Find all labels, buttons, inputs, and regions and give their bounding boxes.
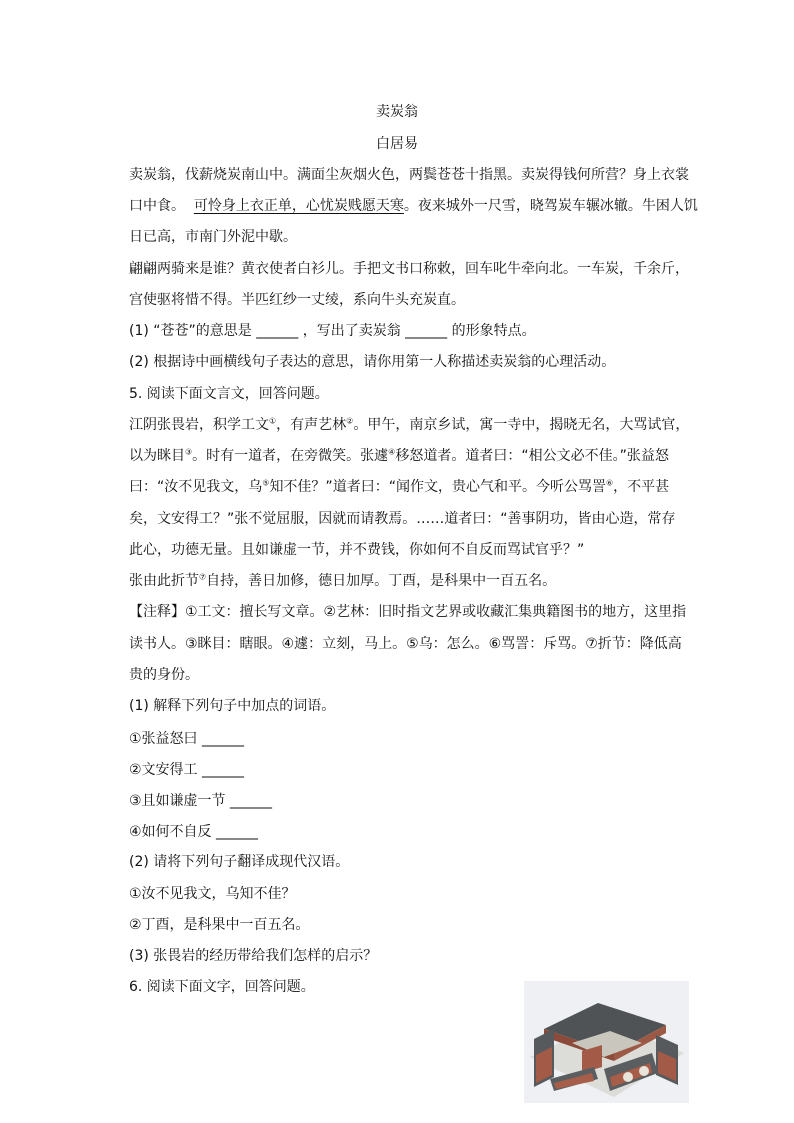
footnote-marker: ⑤: [262, 478, 270, 488]
question-5-1: (1) 解释下列句子中加点的词语。: [129, 698, 336, 714]
courtyard-house-image: [524, 981, 689, 1103]
question-5-3: (3) 张畏岩的经历带给我们怎样的启示？: [129, 948, 378, 964]
poem-line: 口中食。 可怜身上衣正单，心忧炭贱愿天寒。夜来城外一尺雪，晓驾炭车辗冰辙。牛困人饥: [129, 198, 698, 214]
answer-blank[interactable]: ______: [216, 824, 259, 840]
poem-line: 日已高，市南门外泥中歇。: [129, 229, 297, 245]
footnote-marker: ③: [185, 447, 193, 457]
passage-line: 矣，文安得工？”张不觉屈服，因就而请教焉。……道者曰：“善事阴功，皆由心造，常存: [129, 511, 676, 527]
answer-blank[interactable]: ______: [405, 323, 448, 339]
question-5-2: (2) 请将下列句子翻译成现代汉语。: [129, 854, 350, 870]
passage-line: 以为眯目③。时有一道者，在旁微笑。张遽④移怒道者。道者曰：“相公文必不佳。”张益怒: [129, 447, 669, 464]
answer-blank[interactable]: ______: [256, 323, 299, 339]
question-5-heading: 5. 阅读下面文言文，回答问题。: [129, 386, 329, 402]
answer-blank[interactable]: ______: [230, 793, 273, 809]
poem-author: 白居易: [376, 136, 418, 152]
poem-line: 翩翩两骑来是谁？黄衣使者白衫儿。手把文书口称敕，回车叱牛牵向北。一车炭，千余斤，: [129, 261, 689, 277]
question-4-2: (2) 根据诗中画横线句子表达的意思，请你用第一人称描述卖炭翁的心理活动。: [129, 354, 616, 370]
question-4-1: (1) “苍苍”的意思是 ______ ，写出了卖炭翁 ______ 的形象特点。: [129, 323, 536, 339]
footnote-marker: ④: [388, 447, 396, 457]
answer-blank[interactable]: ______: [202, 731, 245, 747]
courtyard-house-illustration: [524, 981, 689, 1103]
footnote-marker: ⑥: [605, 478, 614, 488]
footnote-marker: ⑦: [199, 572, 207, 582]
item-1: ①张益怒曰 ______: [129, 731, 245, 747]
question-6-heading: 6. 阅读下面文字，回答问题。: [129, 979, 315, 995]
passage-line: 此心，功德无量。且如谦虚一节，并不费钱，你如何不自反而骂试官乎？”: [129, 542, 585, 558]
item-2: ②文安得工 ______: [129, 762, 245, 778]
item-3: ③且如谦虚一节 ______: [129, 793, 273, 809]
passage-line: 张由此折节⑦自持，善日加修，德日加厚。丁酉，是科果中一百五名。: [129, 572, 557, 589]
underlined-sentence: 可怜身上衣正单，心忧炭贱愿天寒: [193, 198, 404, 214]
footnote-marker: ②: [346, 416, 354, 426]
answer-blank[interactable]: ______: [202, 762, 245, 778]
passage-line: 曰：“汝不见我文，乌⑤知不佳？”道者曰：“闻作文，贵心气和平。今听公骂詈⑥，不平甚: [129, 478, 670, 495]
poem-title: 卖炭翁: [376, 104, 418, 120]
translate-item-2: ②丁酉，是科果中一百五名。: [129, 917, 310, 933]
footnote-marker: ①: [269, 416, 277, 426]
item-4: ④如何不自反 ______: [129, 824, 259, 840]
passage-line: 江阴张畏岩，积学工文①，有声艺林②。甲午，南京乡试，寓一寺中，揭晓无名，大骂试官，: [129, 416, 690, 433]
translate-item-1: ①汝不见我文，乌知不佳？: [129, 886, 296, 902]
annotation-line: 贵的身份。: [129, 667, 199, 683]
annotation-line: 读书人。③眯目：瞎眼。④遽：立刻，马上。⑤乌：怎么。⑥骂詈：斥骂。⑦折节：降低高: [129, 636, 682, 652]
poem-line: 卖炭翁，伐薪烧炭南山中。满面尘灰烟火色，两鬓苍苍十指黑。卖炭得钱何所营？身上衣裳: [129, 167, 689, 183]
annotation-line: 【注释】①工文：擅长写文章。②艺林：旧时指文艺界或收藏汇集典籍图书的地方，这里指: [129, 604, 687, 620]
poem-line: 宫使驱将惜不得。半匹红纱一丈绫，系向牛头充炭直。: [129, 292, 465, 308]
